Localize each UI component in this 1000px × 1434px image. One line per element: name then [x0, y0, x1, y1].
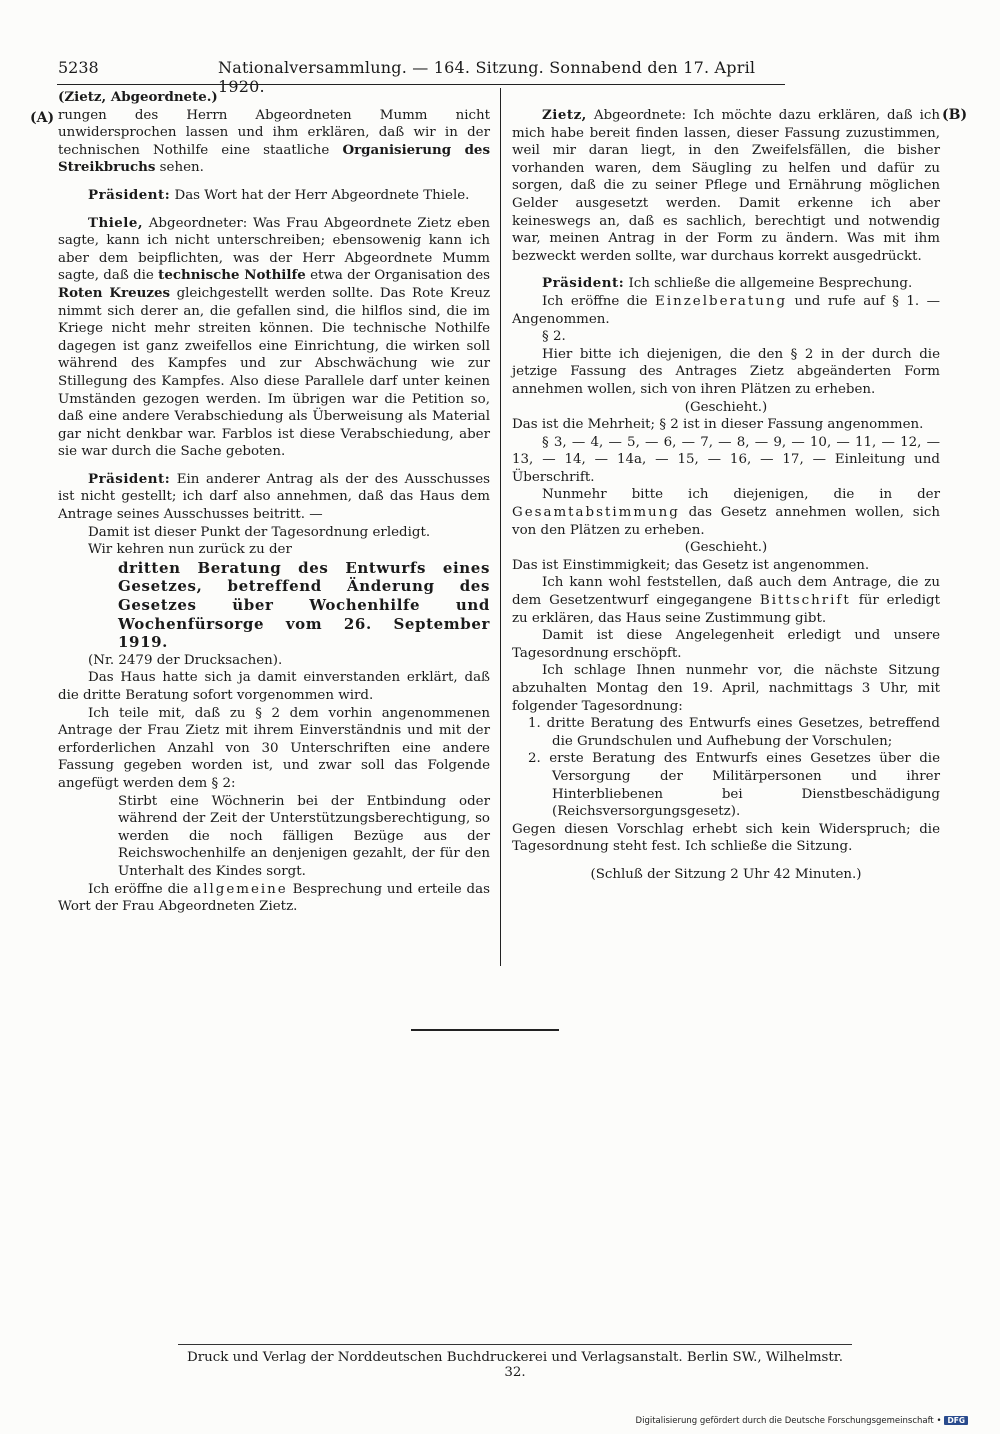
end-rule	[411, 1029, 559, 1031]
page-header	[58, 58, 784, 96]
agenda-item: 1. dritte Beratung des Entwurfs eines Gesetzes, betreffend die Grundschulen und Aufhebung der Vorschulen;	[528, 716, 940, 749]
continuation-head: (Zietz, Abgeordnete.)	[58, 89, 218, 105]
right-column	[512, 107, 940, 884]
paragraph: Wir kehren nun zurück zu der	[88, 542, 292, 558]
bill-reference: (Nr. 2479 der Drucksachen).	[88, 652, 283, 668]
paragraph-list: § 3, — 4, — 5, — 6, — 7, — 8, — 9, — 10, — 11, — 12, — 13, — 14, — 14a, — 15, — 16, — 17, — Einleitung und Überschrift.	[512, 434, 940, 485]
speaker-name: Thiele,	[88, 214, 144, 231]
footer-rule	[178, 1344, 852, 1345]
paragraph: Ich teile mit, daß zu § 2 dem vorhin angenommenen Antrage der Frau Zietz mit ihrem Einverständnis und mit der erforderlichen Anzahl von 30 Unterschriften eine andere Fassung gegeben worden ist, und zwar soll das Folgende angefügt werden dem § 2:	[58, 705, 490, 791]
margin-marker-b: (B)	[942, 107, 968, 123]
header-rule	[57, 84, 785, 85]
stage-direction: (Geschieht.)	[684, 540, 768, 556]
paragraph: Das Haus hatte sich ja damit einverstanden erklärt, daß die dritte Beratung sofort vorgenommen wird.	[58, 670, 490, 703]
bill-title: dritten Beratung des Entwurfs eines Gesetzes, betreffend Änderung des Gesetzes über Wochenhilfe und Wochenfürsorge vom 26. September 1919.	[118, 558, 490, 652]
printer-imprint: Druck und Verlag der Norddeutschen Buchdruckerei und Verlagsanstalt. Berlin SW., Wilhelmstr. 32.	[187, 1350, 843, 1380]
paragraph: Hier bitte ich diejenigen, die den § 2 in der durch die jetzige Fassung des Antrages Zietz abgeänderten Form annehmen wollen, sich von ihren Plätzen zu erheben.	[512, 346, 940, 397]
paragraph: Das ist die Mehrheit; § 2 ist in dieser Fassung angenommen.	[512, 417, 924, 433]
speech-zietz: Zietz, Abgeordnete: Ich möchte dazu erklären, daß ich mich habe bereit finden lassen, dieser Fassung zuzustimmen, weil mir daran liegt, in den Zweifelsfällen, die bisher vorhanden waren, dem Säugling zu helfen und dafür zu sorgen, daß die zu seiner Pflege und Ernährung möglichen Gelder ausgesetzt werden. Damit erkenne ich aber keineswegs an, daß es sachlich, berechtigt und notwendig war, meinen Antrag in der Form zu ändern. Was mit ihm bezweckt werden sollte, war durchaus korrekt ausgedrückt.	[512, 107, 940, 264]
speech-president: Präsident: Ein anderer Antrag als der des Ausschusses ist nicht gestellt; ich darf also annehmen, daß das Haus dem Antrage seines Ausschusses beitritt. —	[58, 470, 490, 523]
agenda-item: 2. erste Beratung des Entwurfs eines Gesetzes über die Versorgung der Militärpersonen und ihrer Hinterbliebenen bei Dienstbeschädigung (Reichsversorgungsgesetz).	[528, 751, 940, 820]
speaker-name: Präsident:	[88, 470, 171, 487]
speech-thiele: Thiele, Abgeordneter: Was Frau Abgeordnete Zietz eben sagte, kann ich nicht unterschreiben; ebensowenig kann ich aber dem beipflichten, was der Herr Abgeordnete Mumm sagte, daß die technische Nothilfe etwa der Organisation des Roten Kreuzes gleichgestellt werden sollte. Das Rote Kreuz nimmt sich derer an, die gefallen sind, die hilflos sind, die im Kriege nicht mehr streiten können. Die technische Nothilfe dagegen ist ganz zweifellos eine Einrichtung, die wirken soll während des Kampfes und zur Abschwächung wie zur Stillegung des Kampfes. Also diese Parallele darf unter keinen Umständen gezogen werden. Im übrigen war die Petition so, daß eine andere Verabschiedung als Überweisung als Material gar nicht denkbar war. Farblos ist diese Verabschiedung, aber sie war durch die Sache geboten.	[58, 214, 491, 460]
digitization-credit: Digitalisierung gefördert durch die Deutsche Forschungsgemeinschaft • DFG	[636, 1416, 968, 1426]
speaker-name: Präsident:	[542, 275, 625, 292]
paragraph: Gegen diesen Vorschlag erhebt sich kein Widerspruch; die Tagesordnung steht fest. Ich schließe die Sitzung.	[512, 821, 940, 855]
margin-marker-a: (A)	[30, 110, 55, 126]
speech-president: Präsident: Ich schließe die allgemeine Besprechung.	[542, 275, 913, 292]
paragraph: Damit ist dieser Punkt der Tagesordnung erledigt.	[88, 524, 431, 540]
paragraph: Damit ist diese Angelegenheit erledigt und unsere Tagesordnung erschöpft.	[512, 628, 940, 661]
running-head: Nationalversammlung. — 164. Sitzung. Sonnabend den 17. April 1920.	[218, 58, 756, 96]
speech-president: Präsident: Das Wort hat der Herr Abgeordnete Thiele.	[88, 186, 470, 203]
paragraph: Das ist Einstimmigkeit; das Gesetz ist angenommen.	[512, 557, 870, 573]
paragraph: Ich kann wohl feststellen, daß auch dem Antrage, die zu dem Gesetzentwurf eingegangene Bittschrift für erledigt zu erklären, das Haus seine Zustimmung gibt.	[512, 575, 941, 626]
paragraph: Ich eröffne die Einzelberatung und rufe auf § 1. — Angenommen.	[512, 293, 941, 327]
speaker-name: Zietz,	[542, 107, 587, 123]
section-heading: § 2.	[542, 329, 566, 345]
column-divider	[500, 88, 501, 966]
paragraph: Nunmehr bitte ich diejenigen, die in der Gesamtabstimmung das Gesetz annehmen wollen, sich von den Plätzen zu erheben.	[512, 487, 940, 538]
amendment-quote: Stirbt eine Wöchnerin bei der Entbindung oder während der Zeit der Unterstützungsberechtigung, so werden die noch fälligen Bezüge aus der Reichswochenhilfe an denjenigen gezahlt, der für den Unterhalt des Kindes sorgt.	[118, 793, 490, 879]
left-column	[58, 89, 490, 916]
dfg-logo: DFG	[944, 1416, 968, 1425]
session-end-note: (Schluß der Sitzung 2 Uhr 42 Minuten.)	[590, 866, 862, 882]
paragraph: Ich eröffne die allgemeine Besprechung und erteile das Wort der Frau Abgeordneten Zietz.	[58, 881, 490, 915]
speaker-name: Präsident:	[88, 186, 171, 203]
stage-direction: (Geschieht.)	[684, 399, 768, 415]
paragraph: rungen des Herrn Abgeordneten Mumm nicht unwidersprochen lassen und ihm erklären, daß wir in der technischen Nothilfe eine staatliche Organisierung des Streikbruchs sehen.	[58, 107, 490, 176]
paragraph: Ich schlage Ihnen nunmehr vor, die nächste Sitzung abzuhalten Montag den 19. April, nachmittags 3 Uhr, mit folgender Tagesordnung:	[512, 663, 940, 714]
page-number: 5238	[58, 58, 99, 77]
